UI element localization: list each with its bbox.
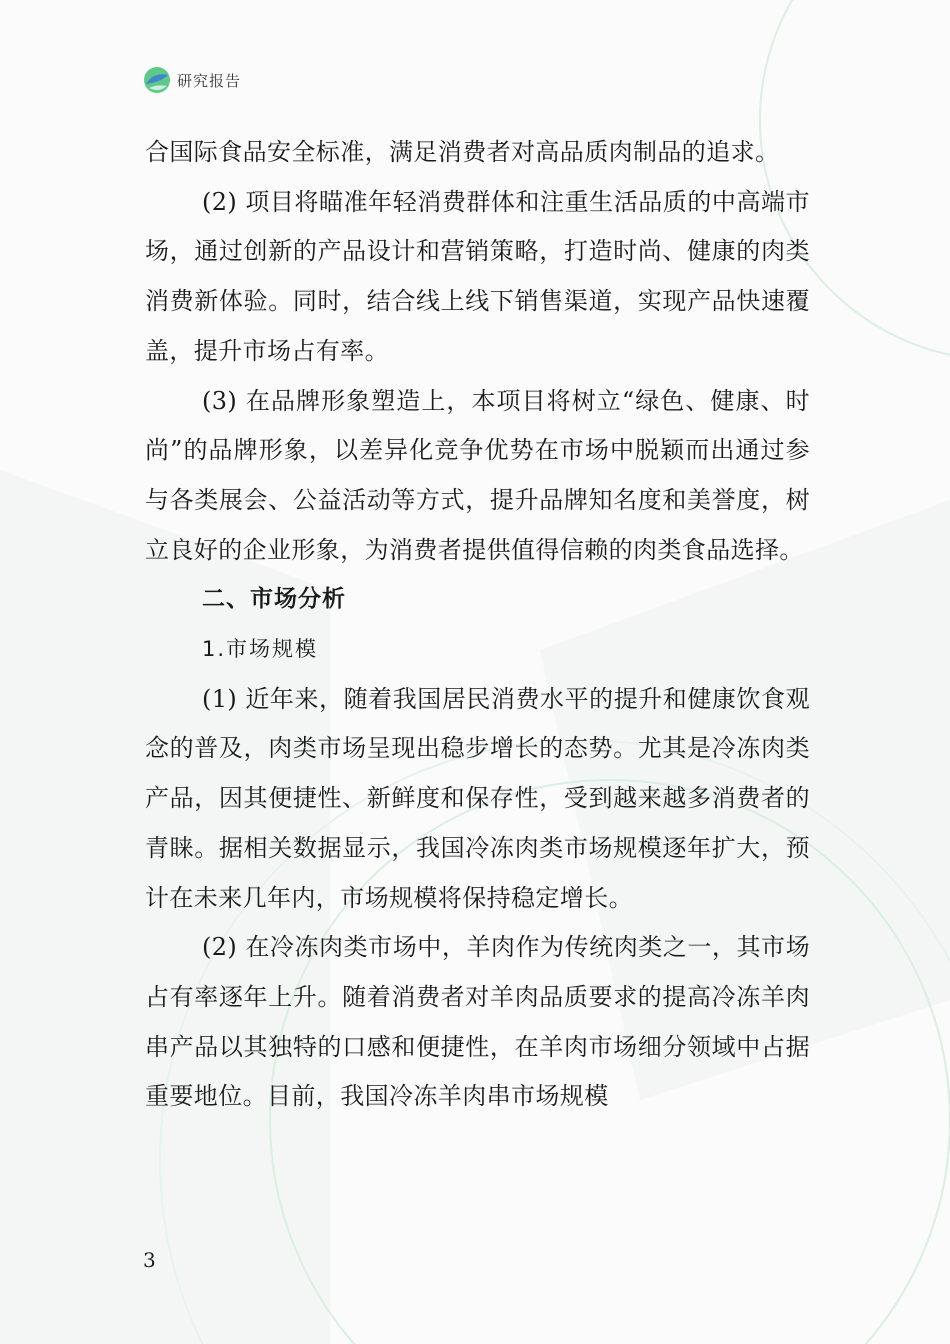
subsection-heading: 1.市场规模 [202,637,319,662]
paragraph: (3) 在品牌形象塑造上，本项目将树立“绿色、健康、时尚”的品牌形象，以差异化竞争优势在市场中脱颖而出通过参与各类展会、公益活动等方式，提升品牌知名度和美誉度，树立良好的企业形象，为消费者提供值得信赖的肉类食品选择。 [145,386,810,564]
header-title: 研究报告 [177,71,242,90]
report-header [143,66,241,94]
paragraph: (2) 在冷冻肉类市场中，羊肉作为传统肉类之一，其市场占有率逐年上升。随着消费者对羊肉品质要求的提高冷冻羊肉串产品以其独特的口感和便捷性，在羊肉市场细分领域中占据重要地位。目前，我国冷冻羊肉串市场规模 [145,933,810,1111]
paragraph: (2) 项目将瞄准年轻消费群体和注重生活品质的中高端市场，通过创新的产品设计和营销策略，打造时尚、健康的肉类消费新体验。同时，结合线上线下销售渠道，实现产品快速覆盖，提升市场占有率。 [145,187,810,365]
paragraph: (1) 近年来，随着我国居民消费水平的提升和健康饮食观念的普及，肉类市场呈现出稳步增长的态势。尤其是冷冻肉类产品，因其便捷性、新鲜度和保存性，受到越来越多消费者的青睐。据相关数据显示，我国冷冻肉类市场规模逐年扩大，预计在未来几年内，市场规模将保持稳定增长。 [145,684,810,912]
paragraph: 合国际食品安全标准，满足消费者对高品质肉制品的追求。 [145,138,780,166]
report-logo-icon [143,66,171,94]
document-body [145,128,810,1122]
section-heading: 二、市场分析 [202,586,346,613]
page-number: 3 [143,1248,156,1272]
